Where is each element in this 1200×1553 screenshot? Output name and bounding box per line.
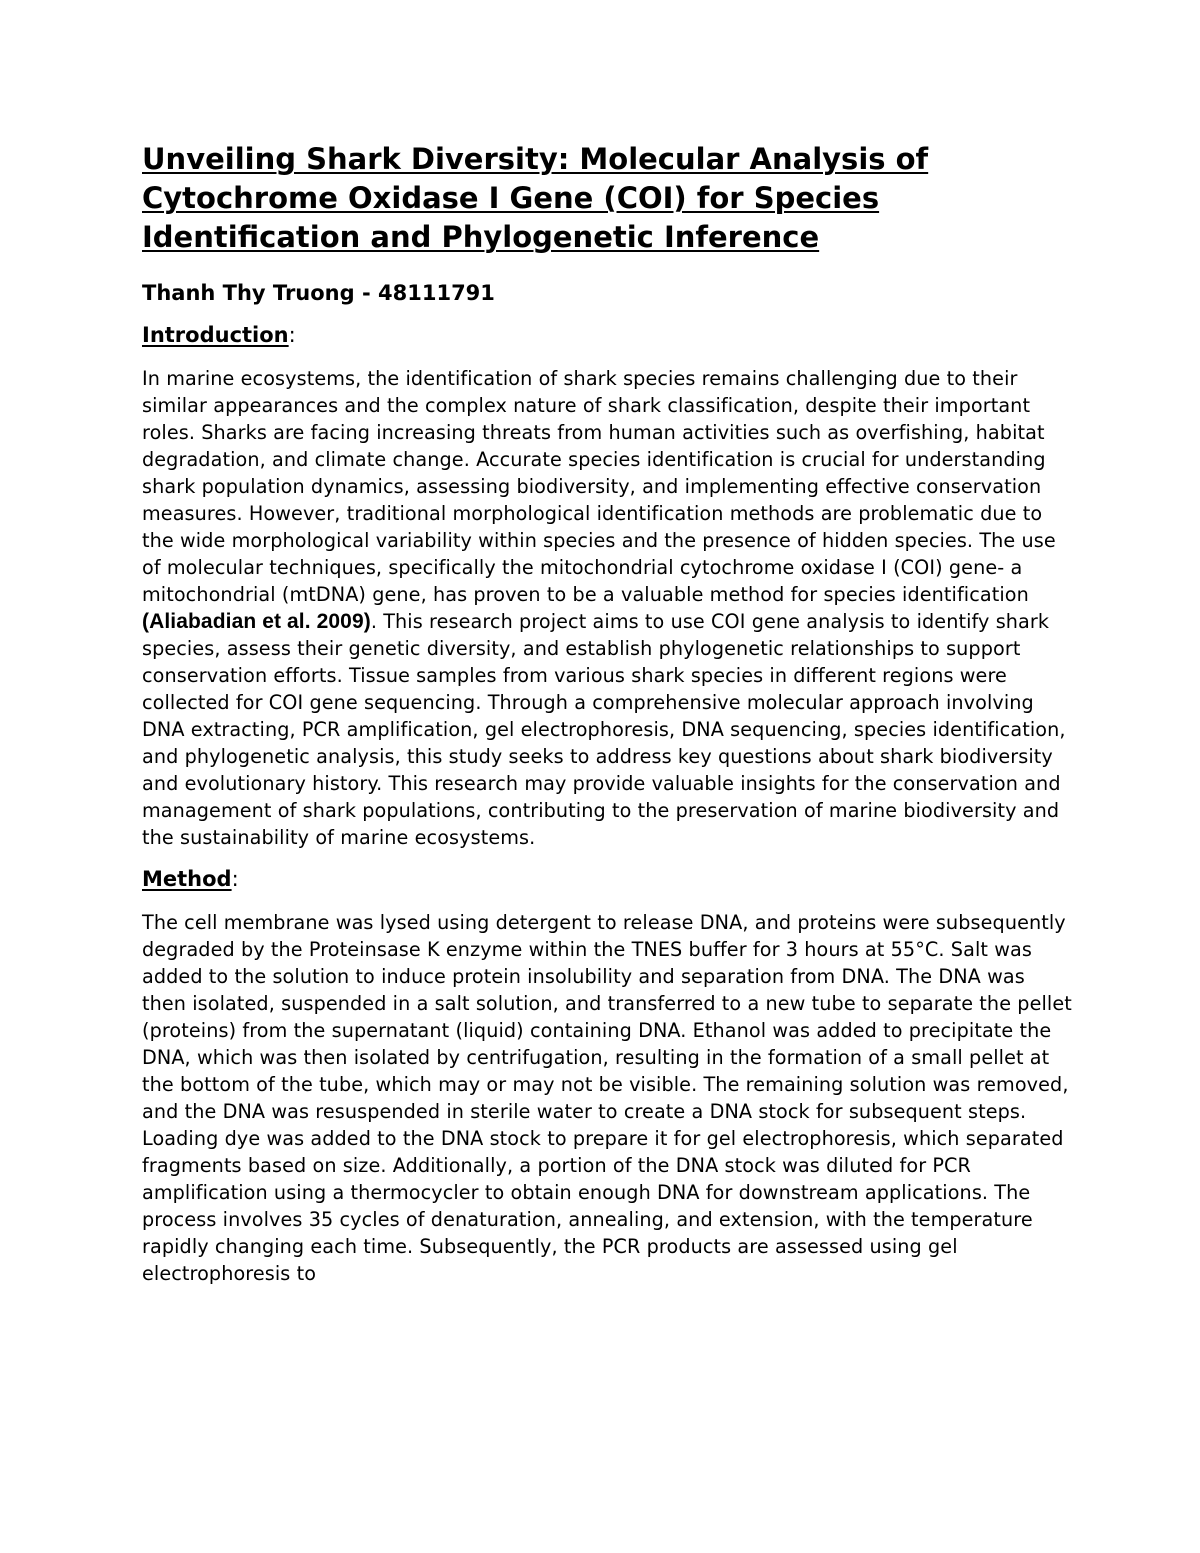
introduction-heading [142, 321, 1072, 349]
introduction-text-part-2: . This research project aims to use COI gene analysis to identify shark species, assess their genetic diversity, and establish phylogenetic relationships to support conservation efforts. Tissue samples from various shark species in different regions were collected for COI gene sequencing. Through a comprehensive molecular approach involving DNA extracting, PCR amplification, gel electrophoresis, DNA sequencing, species identification, and phylogenetic analysis, this study seeks to address key questions about shark biodiversity and evolutionary history. This research may provide valuable insights for the conservation and management of shark populations, contributing to the preservation of marine biodiversity and the sustainability of marine ecosystems. [142, 610, 1066, 849]
method-heading-colon: : [231, 867, 239, 891]
citation: (Aliabadian et al. 2009) [142, 610, 371, 633]
introduction-heading-colon: : [288, 323, 296, 347]
method-heading-text: Method [142, 867, 232, 891]
introduction-text-part-1: In marine ecosystems, the identification of shark species remains challenging due to their similar appearances and the complex nature of shark classification, despite their important roles. Sharks are facing increasing threats from human activities such as overfishing, habitat degradation, and climate change. Accurate species identification is crucial for understanding shark population dynamics, assessing biodiversity, and implementing effective conservation measures. However, traditional morphological identification methods are problematic due to the wide morphological variability within species and the presence of hidden species. The use of molecular techniques, specifically the mitochondrial cytochrome oxidase I (COI) gene- a mitochondrial (mtDNA) gene, has proven to be a valuable method for species identification [142, 367, 1056, 606]
introduction-heading-text: Introduction [142, 323, 289, 347]
document-title: Unveiling Shark Diversity: Molecular Analysis of Cytochrome Oxidase I Gene (COI) for Species Identification and Phylogenetic Inference [142, 142, 929, 254]
method-heading [142, 865, 1072, 893]
author-line: Thanh Thy Truong - 48111791 [142, 281, 495, 305]
method-paragraph: The cell membrane was lysed using detergent to release DNA, and proteins were subsequently degraded by the Proteinsase K enzyme within the TNES buffer for 3 hours at 55°C. Salt was added to the solution to induce protein insolubility and separation from DNA. The DNA was then isolated, suspended in a salt solution, and transferred to a new tube to separate the pellet (proteins) from the supernatant (liquid) containing DNA. Ethanol was added to precipitate the DNA, which was then isolated by centrifugation, resulting in the formation of a small pellet at the bottom of the tube, which may or may not be visible. The remaining solution was removed, and the DNA was resuspended in sterile water to create a DNA stock for subsequent steps. Loading dye was added to the DNA stock to prepare it for gel electrophoresis, which separated fragments based on size. Additionally, a portion of the DNA stock was diluted for PCR amplification using a thermocycler to obtain enough DNA for downstream applications. The process involves 35 cycles of denaturation, annealing, and extension, with the temperature rapidly changing each time. Subsequently, the PCR products are assessed using gel electrophoresis to [142, 911, 1072, 1285]
document-page [142, 140, 1072, 1287]
introduction-paragraph [142, 365, 1072, 851]
